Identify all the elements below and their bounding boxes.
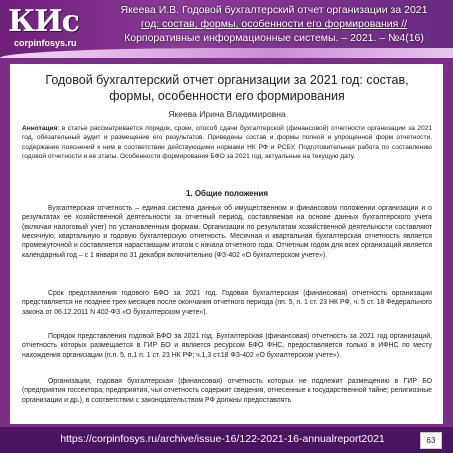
body-paragraph-2: Срок представления годового БФО за 2021 год. Годовая бухгалтерская (финансовая) отчетность организации представляется не позднее трех месяцев после окончания отчетного периода (пп. 5, п. 1 ст. 23 НК РФ, ч. 5 ст. 18 Федерального закона от 06.12.2011 N 402-ФЗ «О бухгалтерском учете»). xyxy=(22,290,432,316)
page-footer xyxy=(0,427,453,453)
citation-line-1: Якеева И.В. Годовой бухгалтерский отчет организации за 2021 xyxy=(120,4,428,16)
citation-line-2: год: состав, формы, особенности его формирования // xyxy=(140,18,408,30)
abstract-label: Аннотация xyxy=(22,125,58,132)
article-url-link[interactable]: https://corpinfosys.ru/archive/issue-16/122-2021-16-annualreport2021 xyxy=(60,433,385,445)
article-author: Якеева Ирина Владимировна xyxy=(168,109,286,119)
article-abstract xyxy=(22,124,432,161)
article-title: Годовой бухгалтерский отчет организации за 2021 год: состав, формы, особенности его формирования xyxy=(45,73,409,103)
logo-text: КИс xyxy=(8,4,79,39)
logo-subtitle: corpinfosys.ru xyxy=(14,38,77,48)
body-paragraph-1: Бухгалтерская отчетность – единая система данных об имущественном и финансовом положении организации и о результатах ее хозяйственной деятельности за отчетный период, составляемая на основе данных бухгалтерского учета (включая налоговый учет) по установленным формам. Организации по результатам хозяйственной деятельности составляют месячную, квартальную и годовую бухгалтерскую отчетность. Месячная и квартальная бухгалтерская отчетность является промежуточной и составляется нарастающим итогом с начала отчетного года. Отчетным годом для всех организаций является календарный год – с 1 января по 31 декабря включительно (ФЗ-402 «О бухгалтерском учете»). xyxy=(22,205,432,259)
section-heading: 1. Общие положения xyxy=(185,189,269,198)
body-paragraph-4: Организации, годовая бухгалтерская (финансовая) отчетность которых не подлежит размещению в ГИР БО (предприятия госсектора; предприятия, чья отчетность содержит сведения, отнесенные к государственной тайне; религиозные организации и др.), в соответствии с законодательством РФ должны предоставлять xyxy=(22,378,432,404)
document-page xyxy=(10,64,443,424)
body-paragraph-3: Порядок представления годовой БФО за 2021 год. Бухгалтерская (финансовая) отчетность за 2021 год организаций, отчетность которых размещается в ГИР БО и является ресурсом БФО ФНС, предоставляется только в ИФНС по месту нахождения организации (п.п. 5, п.1 п. 1 ст. 23 НК РФ; ч.1,3 ст.18 ФЗ-402 «О бухгалтерском учете»). xyxy=(22,333,432,359)
journal-header xyxy=(0,0,453,58)
citation-line-3: Корпоративные информационные системы. – 2021. – №4(16) xyxy=(124,32,424,44)
page-number: 63 xyxy=(420,432,442,449)
header-wave-decoration xyxy=(0,48,453,58)
journal-logo[interactable] xyxy=(8,4,86,48)
abstract-text: : в статье рассматривается порядок, сроки, способ сдачи бухгалтерской (финансовой) отчетности организации за 2021 год, обязательный аудит и размещение его результатов. Приведены состав и формы полной и упрощенной форм отчетности, содержание пояснений к ним в соответствии действующими нормами НК РФ и РСБУ. Подготовительная работа по составлению годовой отчетности и ее этапы. Особенности формирования БФО за 2021 год, актуальные на текущую дату. xyxy=(22,125,432,160)
